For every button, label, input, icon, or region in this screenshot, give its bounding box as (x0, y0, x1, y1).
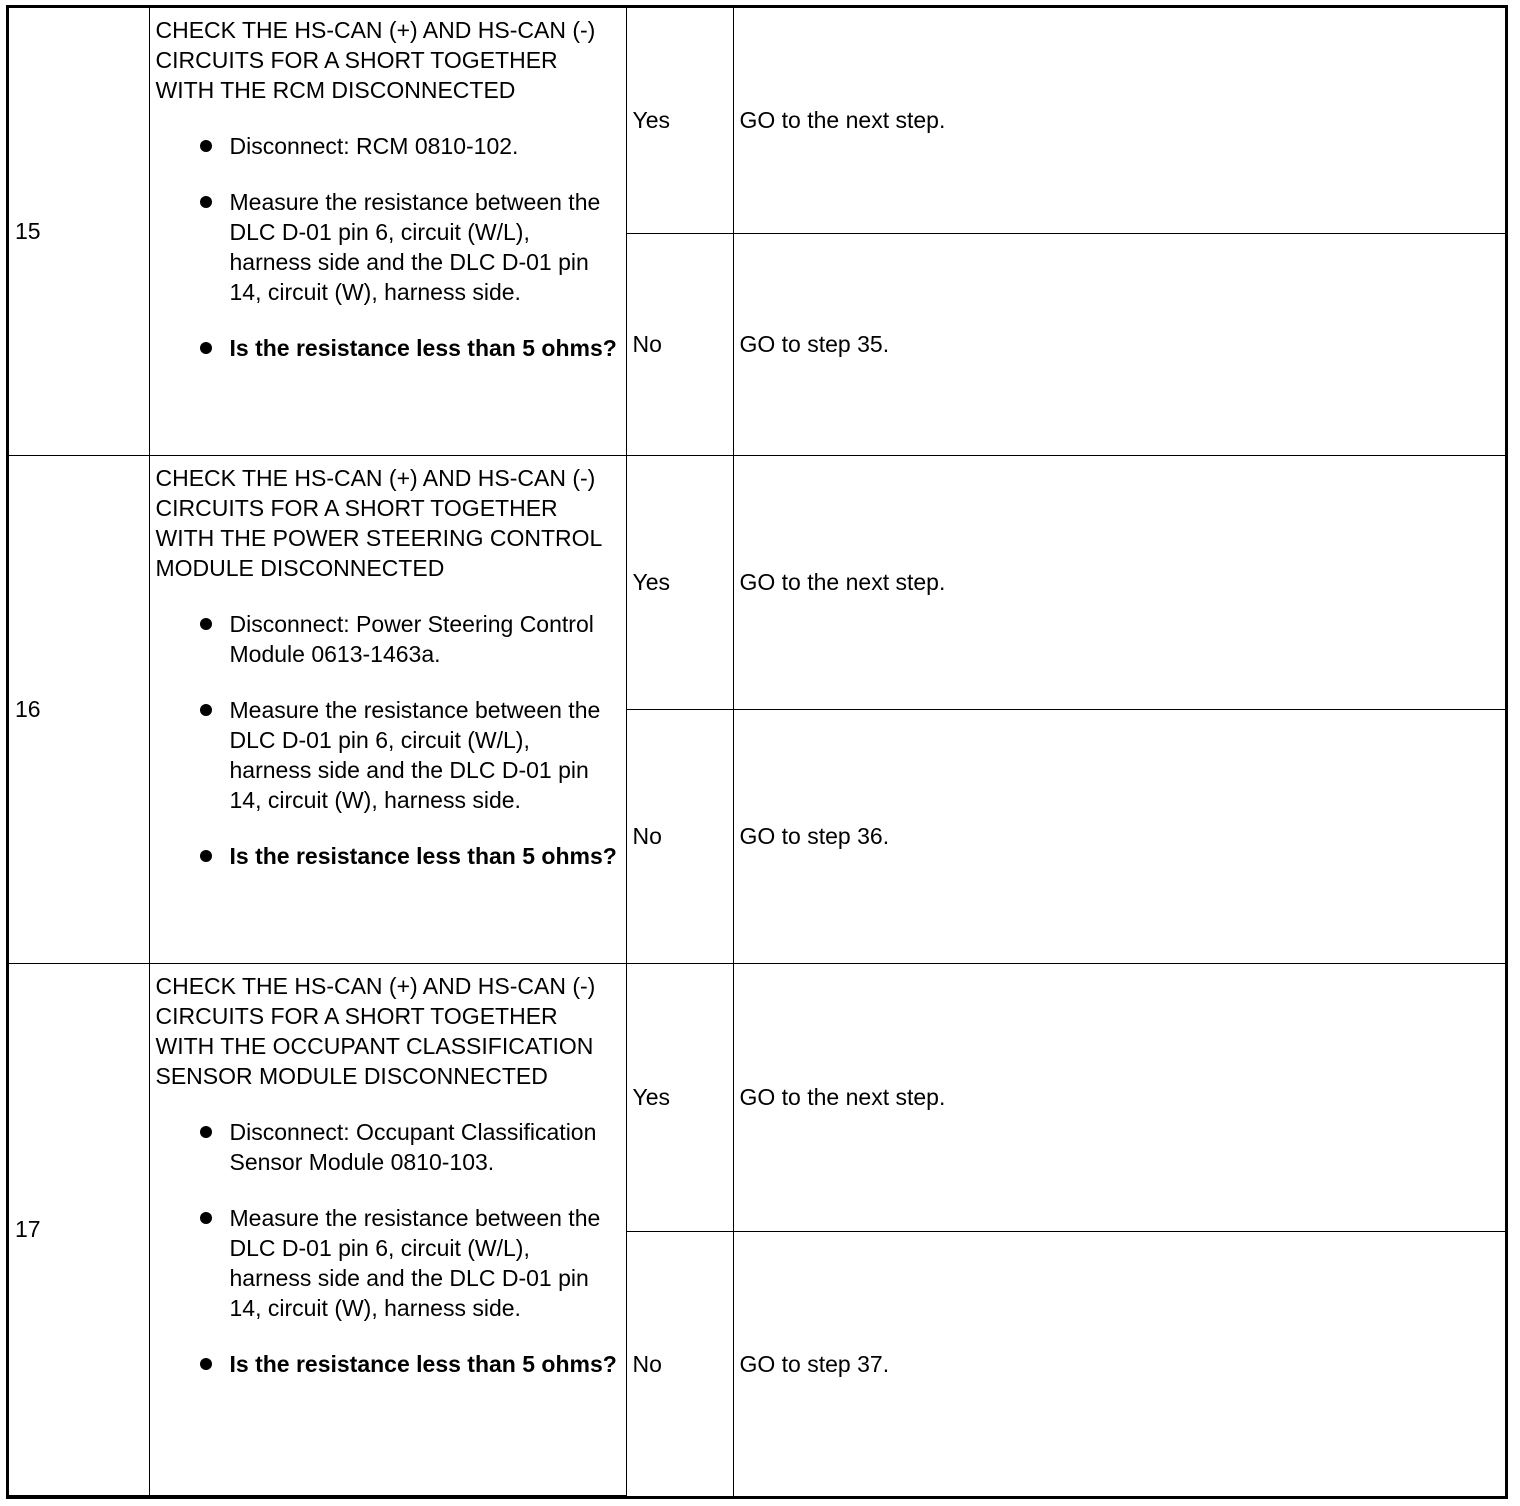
step-inspection (149, 8, 626, 455)
step-bullet-list (156, 131, 618, 363)
step-title: CHECK THE HS-CAN (+) AND HS-CAN (-) CIRCUITS FOR A SHORT TOGETHER WITH THE OCCUPANT CLASSIFICATION SENSOR MODULE DISCONNECTED (155, 972, 596, 1089)
step-bullet-list (156, 1117, 618, 1379)
step-number: 16 (9, 455, 149, 963)
bullet-item (230, 187, 618, 307)
step-number: 17 (9, 963, 149, 1496)
step-question: Is the resistance less than 5 ohms? (229, 335, 617, 361)
bullet-dot-icon (200, 704, 212, 716)
diagnostic-steps-sheet (6, 5, 1508, 1499)
result-no-action: GO to step 35. (733, 233, 1505, 455)
step-bullet-list (156, 609, 618, 871)
bullet-dot-icon (200, 140, 212, 152)
result-yes-label: Yes (626, 963, 733, 1231)
step-row-17-yes (9, 963, 1505, 1231)
bullet-dot-icon (200, 196, 212, 208)
bullet-dot-icon (200, 850, 212, 862)
result-yes-label: Yes (626, 455, 733, 709)
bullet-dot-icon (200, 1126, 212, 1138)
bullet-item (230, 609, 618, 669)
step-title: CHECK THE HS-CAN (+) AND HS-CAN (-) CIRCUITS FOR A SHORT TOGETHER WITH THE RCM DISCONNECTED (155, 17, 596, 103)
bullet-text: Measure the resistance between the DLC D-01 pin 6, circuit (W/L), harness side and the DLC D-01 pin 14, circuit (W), harness side. (229, 1204, 601, 1321)
step-number: 15 (9, 8, 149, 455)
bullet-text: Measure the resistance between the DLC D-01 pin 6, circuit (W/L), harness side and the DLC D-01 pin 14, circuit (W), harness side. (229, 189, 601, 305)
step-question: Is the resistance less than 5 ohms? (229, 842, 617, 869)
result-yes-action: GO to the next step. (733, 455, 1505, 709)
result-no-label: No (626, 233, 733, 455)
step-question: Is the resistance less than 5 ohms? (229, 1350, 617, 1377)
bullet-item (230, 1117, 618, 1177)
result-yes-action: GO to the next step. (733, 963, 1505, 1231)
step-title: CHECK THE HS-CAN (+) AND HS-CAN (-) CIRCUITS FOR A SHORT TOGETHER WITH THE POWER STEERING CONTROL MODULE DISCONNECTED (155, 464, 602, 581)
step-inspection (149, 455, 626, 963)
bullet-item (230, 131, 618, 161)
diagnostic-steps-table (9, 8, 1505, 1496)
bullet-item-question (230, 1349, 618, 1379)
bullet-dot-icon (200, 1358, 212, 1370)
step-row-15-yes (9, 8, 1505, 233)
bullet-item-question (230, 841, 618, 871)
result-no-label: No (626, 709, 733, 963)
result-yes-action: GO to the next step. (733, 8, 1505, 233)
bullet-item-question (230, 333, 618, 363)
step-row-16-yes (9, 455, 1505, 709)
bullet-text: Disconnect: Occupant Classification Sensor Module 0810-103. (229, 1118, 597, 1175)
bullet-dot-icon (200, 1212, 212, 1224)
bullet-text: Measure the resistance between the DLC D-01 pin 6, circuit (W/L), harness side and the DLC D-01 pin 14, circuit (W), harness side. (229, 696, 601, 813)
bullet-item (230, 1203, 618, 1323)
bullet-text: Disconnect: Power Steering Control Module 0613-1463a. (229, 610, 594, 667)
bullet-item (230, 695, 618, 815)
step-inspection (149, 963, 626, 1496)
result-no-action: GO to step 37. (733, 1231, 1505, 1496)
result-yes-label: Yes (626, 8, 733, 233)
result-no-label: No (626, 1231, 733, 1496)
result-no-action: GO to step 36. (733, 709, 1505, 963)
bullet-dot-icon (200, 342, 212, 354)
bullet-text: Disconnect: RCM 0810-102. (229, 133, 519, 159)
bullet-dot-icon (200, 618, 212, 630)
